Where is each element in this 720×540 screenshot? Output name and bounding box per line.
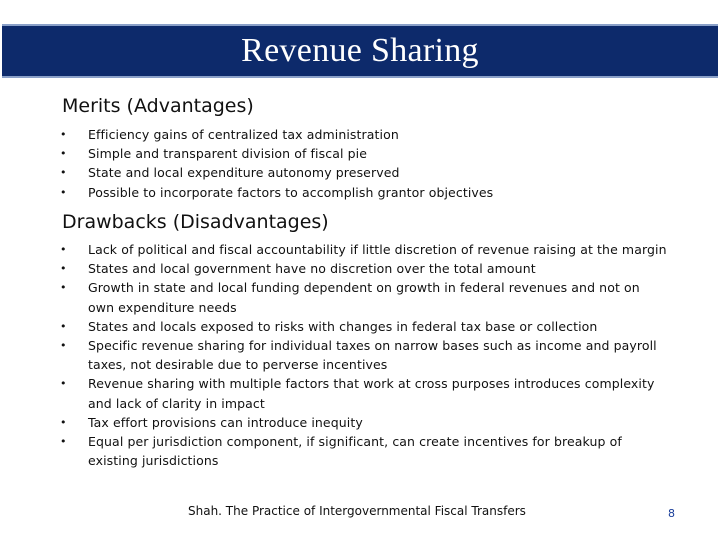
list-item: • Growth in state and local funding dependent on growth in federal revenues and not on own expenditure needs <box>58 278 668 316</box>
list-item: • Lack of political and fiscal accountability if little discretion of revenue raising at the margin <box>58 240 668 259</box>
page-number: 8 <box>668 507 675 520</box>
list-item: • Revenue sharing with multiple factors that work at cross purposes introduces complexity and lack of clarity in impact <box>58 374 668 412</box>
drawbacks-list <box>58 240 668 470</box>
list-item: • Possible to incorporate factors to accomplish grantor objectives <box>58 183 668 202</box>
merits-list <box>58 125 668 202</box>
list-item: • States and local government have no discretion over the total amount <box>58 259 668 278</box>
list-item: • States and locals exposed to risks with changes in federal tax base or collection <box>58 317 668 336</box>
list-item: • Specific revenue sharing for individual taxes on narrow bases such as income and payroll taxes, not desirable due to perverse incentives <box>58 336 668 374</box>
list-item: • State and local expenditure autonomy preserved <box>58 163 668 182</box>
list-item: • Tax effort provisions can introduce inequity <box>58 413 668 432</box>
footer-source: Shah. The Practice of Intergovernmental Fiscal Transfers <box>188 504 526 518</box>
title-bar <box>2 24 718 78</box>
slide-title: Revenue Sharing <box>241 32 479 69</box>
list-item: • Simple and transparent division of fiscal pie <box>58 144 668 163</box>
list-item: • Equal per jurisdiction component, if significant, can create incentives for breakup of existing jurisdictions <box>58 432 668 470</box>
list-item: • Efficiency gains of centralized tax administration <box>58 125 668 144</box>
merits-heading: Merits (Advantages) <box>62 95 254 117</box>
drawbacks-heading: Drawbacks (Disadvantages) <box>62 211 329 233</box>
